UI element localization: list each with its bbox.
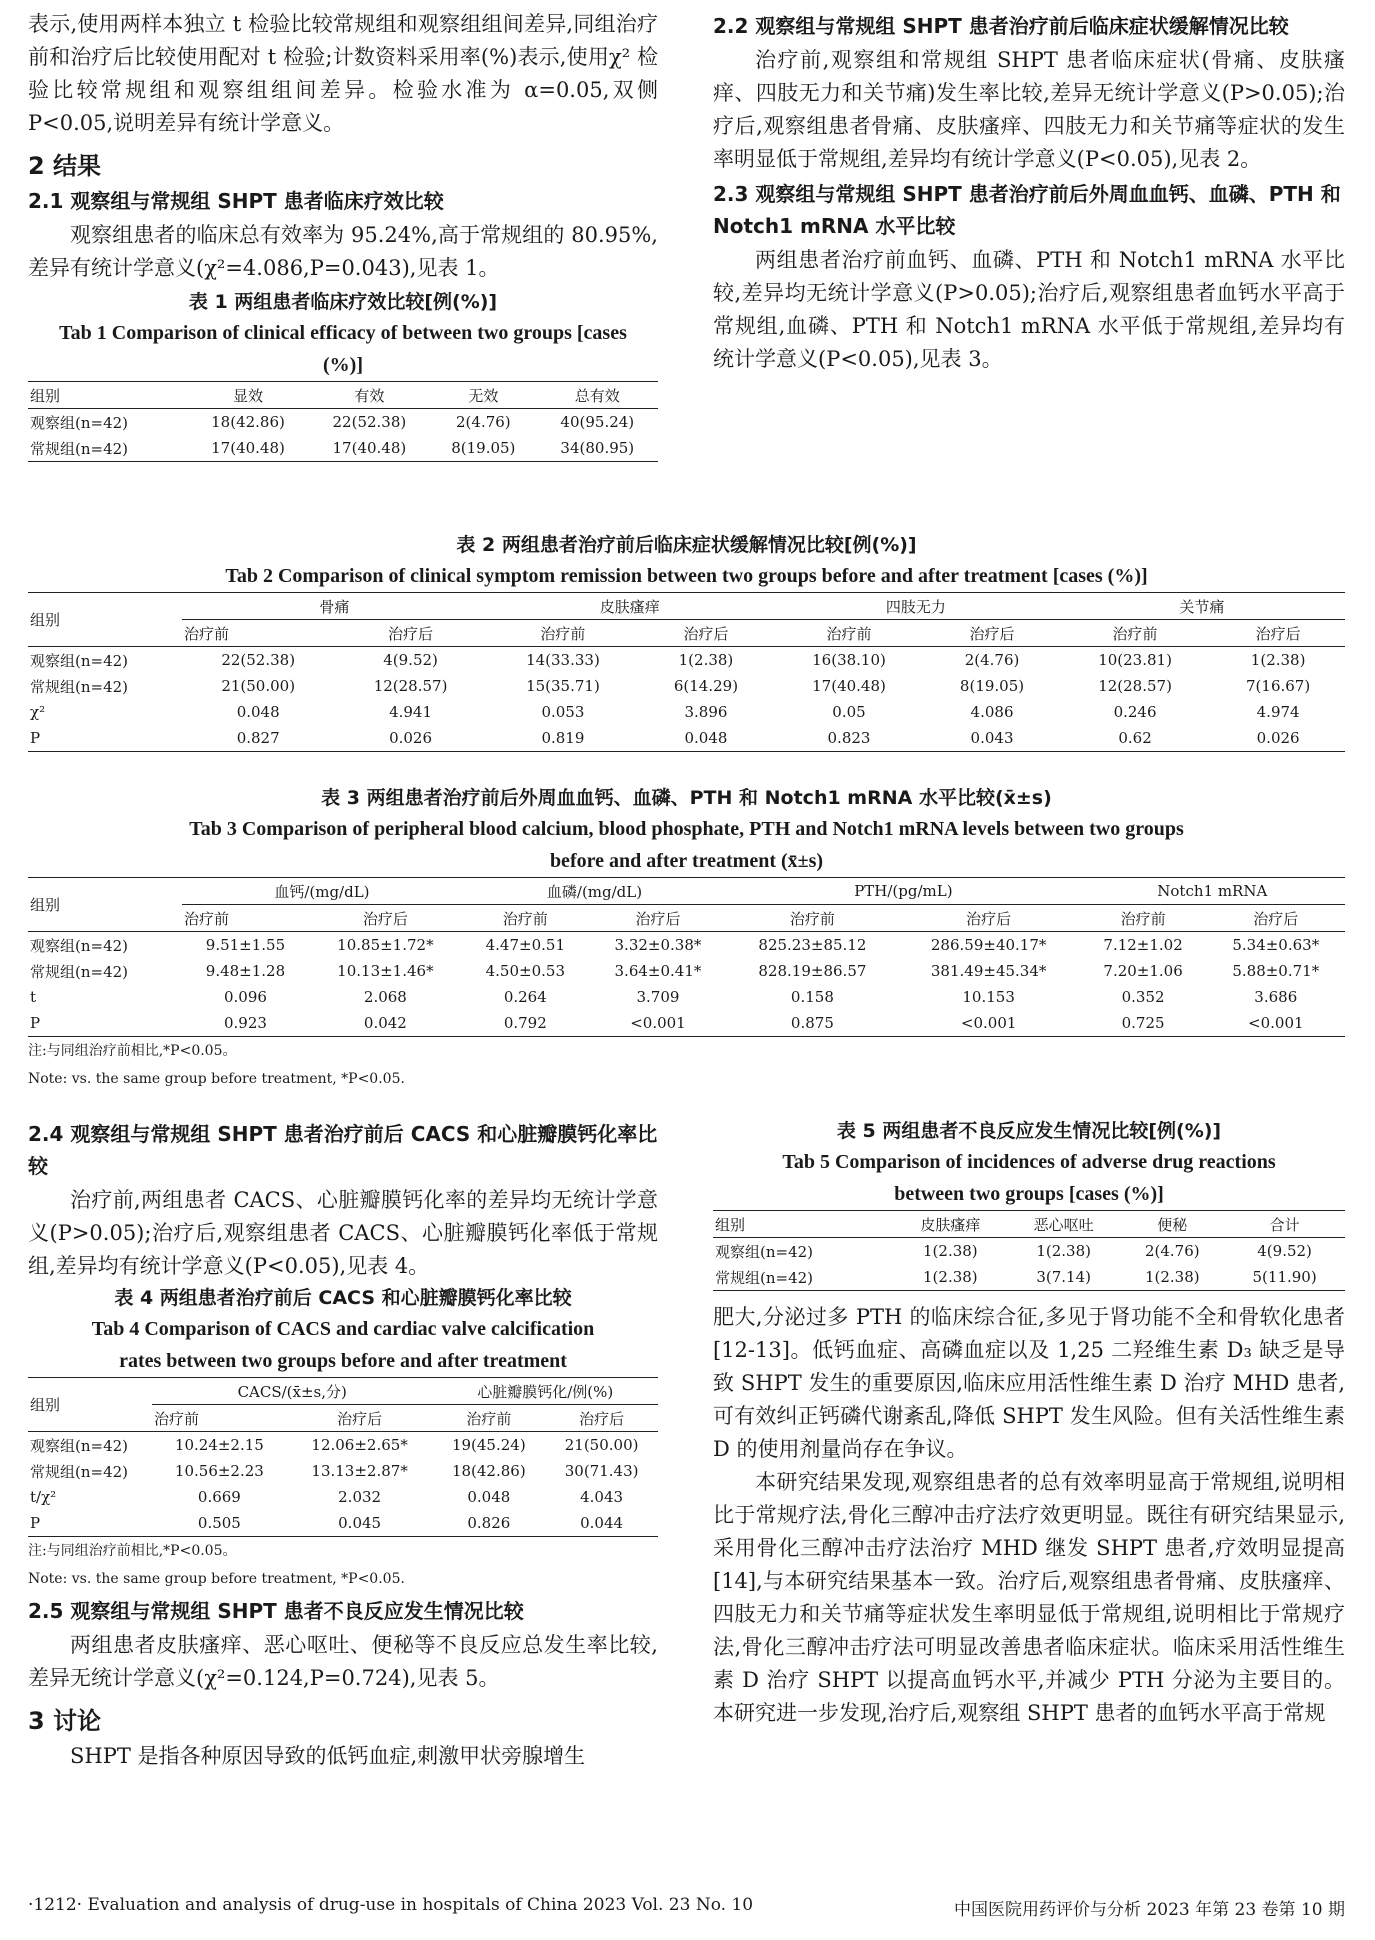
footer-right: 中国医院用药评价与分析 2023 年第 23 卷第 10 期 (954, 1900, 1345, 1920)
table-cell: 常规组(n=42) (30, 439, 129, 458)
subsection-2-5: 2.5 观察组与常规组 SHPT 患者不良反应发生情况比较 (28, 1599, 524, 1623)
table-1-caption-en: Tab 1 Comparison of clinical efficacy of between two groups [cases (%)] (59, 322, 627, 376)
paragraph-2-2: 治疗前,观察组和常规组 SHPT 患者临床症状(骨痛、皮肤瘙痒、四肢无力和关节痛)发生率比较,差异无统计学意义(P>0.05);治疗后,观察组患者骨痛、皮肤瘙痒、四肢无力和关节痛等症状的发生率明显低于常规组,差异均有统计学意义(P<0.05),见表 2。 (713, 48, 1345, 171)
table-cell: 16(38.10) (812, 651, 886, 669)
table-cell: 10.85±1.72* (337, 936, 434, 954)
table-cell: 0.048 (236, 703, 280, 721)
right-column-top (713, 8, 1345, 376)
table-subheader: 治疗后 (309, 905, 462, 932)
table-cell: P (30, 1514, 41, 1532)
table-2-caption-en: Tab 2 Comparison of clinical symptom remission between two groups before and after treatment [cases (%)] (225, 565, 1148, 587)
table-cell: 7.20±1.06 (1103, 962, 1183, 980)
table-header: 便秘 (1120, 1211, 1224, 1238)
table-cell: 4(9.52) (1257, 1242, 1312, 1260)
table-3-caption-en-2: before and after treatment (x̄±s) (549, 850, 824, 872)
table-row (28, 1432, 658, 1459)
table-header: 组别 (28, 1378, 152, 1432)
table-cell: <0.001 (1248, 1014, 1304, 1032)
table-subheader: 治疗前 (182, 620, 334, 647)
table-cell: 0.264 (503, 988, 547, 1006)
table-cell: 0.048 (467, 1488, 511, 1506)
paragraph-2-4: 治疗前,两组患者 CACS、心脏瓣膜钙化率的差异均无统计学意义(P>0.05);治疗后,观察组患者 CACS、心脏瓣膜钙化率低于常规组,差异均有统计学意义(P<0.05),见表 4。 (28, 1188, 658, 1278)
table-cell: 8(19.05) (451, 439, 516, 457)
subsection-2-4: 2.4 观察组与常规组 SHPT 患者治疗前后 CACS 和心脏瓣膜钙化率比较 (28, 1122, 658, 1178)
table-cell: 4.47±0.51 (485, 936, 565, 954)
table-cell: 1(2.38) (923, 1242, 978, 1260)
table-cell: 828.19±86.57 (758, 962, 867, 980)
table-3-caption-cn: 表 3 两组患者治疗前后外周血血钙、血磷、PTH 和 Notch1 mRNA 水平比较(x̄±s) (321, 787, 1052, 809)
table-cell: 7.12±1.02 (1103, 936, 1183, 954)
table-cell: 21(50.00) (221, 677, 296, 695)
table-cell: 4(9.52) (383, 651, 438, 669)
table-row (713, 1238, 1345, 1265)
discussion-paragraph-start: SHPT 是指各种原因导致的低钙血症,刺激甲状旁腺增生 (70, 1744, 586, 1768)
table-cell: 13.13±2.87* (311, 1462, 408, 1480)
table-subheader: 治疗前 (432, 1405, 545, 1432)
table-cell: 3.64±0.41* (614, 962, 702, 980)
table-cell: 0.725 (1121, 1014, 1165, 1032)
table-4 (28, 1283, 658, 1593)
table-4-caption-en-2: rates between two groups before and after treatment (119, 1350, 567, 1372)
table-cell: 40(95.24) (560, 413, 635, 431)
table-cell: 4.941 (389, 703, 433, 721)
table-header: 皮肤瘙痒 (487, 593, 773, 620)
table-row (28, 1510, 658, 1537)
table-cell: 0.669 (197, 1488, 241, 1506)
table-2 (28, 530, 1345, 752)
table-header: 关节痛 (1059, 593, 1345, 620)
table-subheader: 治疗后 (1207, 905, 1345, 932)
table-4-note-en: Note: vs. the same group before treatment, *P<0.05. (28, 1571, 405, 1587)
table-cell: 0.923 (223, 1014, 267, 1032)
table-cell: 8(19.05) (959, 677, 1025, 695)
table-cell: 4.50±0.53 (485, 962, 565, 980)
table-header: 无效 (430, 382, 537, 409)
table-1 (28, 287, 658, 462)
table-cell: 1(2.38) (1144, 1268, 1200, 1286)
table-cell: t (30, 988, 37, 1006)
table-cell: 0.053 (541, 703, 585, 721)
table-header: 合计 (1224, 1211, 1345, 1238)
table-3-caption-en-1: Tab 3 Comparison of peripheral blood calcium, blood phosphate, PTH and Notch1 mRNA levels between two groups (189, 818, 1184, 840)
table-cell: 18(42.86) (211, 413, 285, 431)
table-cell: 观察组(n=42) (715, 1242, 814, 1261)
table-cell: 34(80.95) (560, 439, 635, 457)
table-cell: 0.042 (363, 1014, 407, 1032)
table-cell: 0.045 (338, 1514, 382, 1532)
table-header: 心脏瓣膜钙化/例(%) (432, 1378, 658, 1405)
table-header: 四肢无力 (773, 593, 1059, 620)
table-cell: 21(50.00) (564, 1436, 639, 1454)
table-4-caption-en-1: Tab 4 Comparison of CACS and cardiac valve calcification (91, 1318, 595, 1340)
table-cell: χ² (30, 703, 46, 721)
paragraph-2-3: 两组患者治疗前血钙、血磷、PTH 和 Notch1 mRNA 水平比较,差异均无统计学意义(P>0.05);治疗后,观察组患者血钙水平高于常规组,血磷、PTH 和 Notch1 mRNA 水平低于常规组,差异均有统计学意义(P<0.05),见表 3。 (713, 248, 1345, 371)
table-1-caption-cn: 表 1 两组患者临床疗效比较[例(%)] (188, 291, 498, 313)
table-3-grid (28, 877, 1345, 1037)
table-header: PTH/(pg/mL) (727, 878, 1079, 905)
table-subheader: 治疗前 (1059, 620, 1211, 647)
table-subheader: 治疗后 (589, 905, 727, 932)
table-row (28, 1484, 658, 1510)
table-cell: 825.23±85.12 (758, 936, 867, 954)
table-row (28, 409, 658, 436)
table-cell: 0.026 (389, 729, 433, 747)
table-header: 血磷/(mg/dL) (462, 878, 727, 905)
table-cell: 3.686 (1254, 988, 1298, 1006)
table-cell: 17(40.48) (211, 439, 285, 457)
table-header: 血钙/(mg/dL) (182, 878, 462, 905)
section-heading-discussion: 3 讨论 (28, 1707, 102, 1735)
table-header: 组别 (28, 878, 182, 932)
table-cell: 0.792 (503, 1014, 547, 1032)
table-row (28, 958, 1345, 984)
table-cell: 0.096 (223, 988, 267, 1006)
table-cell: 4.086 (970, 703, 1014, 721)
table-row (28, 984, 1345, 1010)
table-cell: 5(11.90) (1252, 1268, 1317, 1286)
table-row (28, 699, 1345, 725)
table-cell: 12(28.57) (373, 677, 448, 695)
table-cell: 15(35.71) (526, 677, 600, 695)
table-cell: 常规组(n=42) (715, 1268, 814, 1287)
table-cell: 18(42.86) (451, 1462, 526, 1480)
table-cell: 3.32±0.38* (614, 936, 702, 954)
table-header: 恶心呕吐 (1007, 1211, 1120, 1238)
table-cell: 2(4.76) (456, 413, 511, 431)
table-cell: 2(4.76) (1144, 1242, 1200, 1260)
left-column-bottom (28, 1116, 658, 1773)
table-subheader: 治疗后 (545, 1405, 658, 1432)
table-1-grid (28, 381, 658, 462)
table-cell: 0.026 (1256, 729, 1300, 747)
table-row (28, 435, 658, 462)
table-cell: 1(2.38) (678, 651, 734, 669)
table-4-grid (28, 1377, 658, 1537)
table-subheader: 治疗前 (487, 620, 639, 647)
table-cell: 5.88±0.71* (1232, 962, 1320, 980)
table-cell: P (30, 729, 41, 747)
table-5 (713, 1116, 1345, 1291)
table-cell: <0.001 (960, 1014, 1017, 1032)
table-cell: 17(40.48) (812, 677, 886, 695)
table-cell: 3.709 (636, 988, 680, 1006)
table-3-note-cn: 注:与同组治疗前相比,*P<0.05。 (28, 1043, 237, 1059)
table-4-caption-cn: 表 4 两组患者治疗前后 CACS 和心脏瓣膜钙化率比较 (114, 1287, 572, 1309)
table-cell: 0.05 (832, 703, 866, 721)
table-subheader: 治疗前 (462, 905, 589, 932)
table-4-note-cn: 注:与同组治疗前相比,*P<0.05。 (28, 1543, 237, 1559)
table-cell: 10.13±1.46* (337, 962, 434, 980)
table-cell: 1(2.38) (923, 1268, 978, 1286)
table-header: 皮肤瘙痒 (894, 1211, 1007, 1238)
table-cell: 9.48±1.28 (205, 962, 286, 980)
table-cell: 30(71.43) (564, 1462, 639, 1480)
left-column-top (28, 8, 658, 462)
table-5-caption-en-1: Tab 5 Comparison of incidences of adverse drug reactions (782, 1151, 1276, 1173)
table-subheader: 治疗前 (727, 905, 898, 932)
table-cell: 22(52.38) (221, 651, 296, 669)
table-cell: 0.875 (790, 1014, 834, 1032)
table-cell: 10.24±2.15 (174, 1436, 264, 1454)
table-cell: 2.032 (338, 1488, 382, 1506)
table-cell: 4.043 (580, 1488, 624, 1506)
table-header: Notch1 mRNA (1080, 878, 1345, 905)
table-cell: 观察组(n=42) (30, 1436, 129, 1455)
table-cell: 4.974 (1256, 703, 1300, 721)
paragraph-2-1: 观察组患者的临床总有效率为 95.24%,高于常规组的 80.95%,差异有统计学意义(χ²=4.086,P=0.043),见表 1。 (28, 223, 658, 280)
table-cell: 0.826 (467, 1514, 511, 1532)
right-column-bottom (713, 1116, 1345, 1730)
table-cell: 常规组(n=42) (30, 1462, 129, 1481)
table-5-grid (713, 1210, 1345, 1291)
table-header: 骨痛 (182, 593, 487, 620)
table-2-caption-cn: 表 2 两组患者治疗前后临床症状缓解情况比较[例(%)] (456, 534, 917, 556)
table-header: 组别 (28, 593, 182, 647)
section-heading-results: 2 结果 (28, 152, 102, 180)
table-cell: 12.06±2.65* (311, 1436, 408, 1454)
table-row (28, 1458, 658, 1484)
table-row (713, 1264, 1345, 1291)
table-cell: 286.59±40.17* (930, 936, 1047, 954)
table-cell: 0.505 (197, 1514, 241, 1532)
table-cell: 观察组(n=42) (30, 413, 129, 432)
table-cell: 0.823 (827, 729, 871, 747)
table-cell: <0.001 (630, 1014, 686, 1032)
table-cell: 0.62 (1118, 729, 1152, 747)
table-header: 有效 (309, 382, 430, 409)
table-row (28, 673, 1345, 699)
table-cell: 3.896 (684, 703, 728, 721)
table-subheader: 治疗后 (1211, 620, 1345, 647)
table-cell: t/χ² (30, 1488, 57, 1506)
stats-paragraph: 表示,使用两样本独立 t 检验比较常规组和观察组组间差异,同组治疗前和治疗后比较使用配对 t 检验;计数资料采用率(%)表示,使用χ² 检验比较常规组和观察组组间差异。检验水准为 α=0.05,双侧 P<0.05,说明差异有统计学意义。 (28, 12, 658, 135)
table-subheader: 治疗前 (182, 905, 309, 932)
table-cell: 19(45.24) (451, 1436, 526, 1454)
table-cell: 10.56±2.23 (174, 1462, 264, 1480)
subsection-2-3: 2.3 观察组与常规组 SHPT 患者治疗前后外周血血钙、血磷、PTH 和 Notch1 mRNA 水平比较 (713, 182, 1341, 238)
table-header: 显效 (187, 382, 308, 409)
table-cell: 14(33.33) (526, 651, 600, 669)
table-row (28, 1010, 1345, 1037)
table-row (28, 725, 1345, 752)
table-subheader: 治疗前 (1080, 905, 1207, 932)
table-cell: 0.819 (541, 729, 585, 747)
table-cell: 1(2.38) (1036, 1242, 1091, 1260)
table-cell: 2(4.76) (964, 651, 1020, 669)
table-subheader: 治疗后 (898, 905, 1080, 932)
table-cell: 观察组(n=42) (30, 936, 129, 955)
table-header: 总有效 (537, 382, 658, 409)
table-cell: 0.048 (684, 729, 728, 747)
table-cell: 22(52.38) (332, 413, 407, 431)
paragraph-2-5: 两组患者皮肤瘙痒、恶心呕吐、便秘等不良反应总发生率比较,差异无统计学意义(χ²=0.124,P=0.724),见表 5。 (28, 1633, 658, 1690)
table-subheader: 治疗前 (152, 1405, 287, 1432)
table-cell: 3(7.14) (1036, 1268, 1091, 1286)
table-cell: 0.043 (970, 729, 1014, 747)
table-cell: 1(2.38) (1250, 651, 1306, 669)
table-cell: 7(16.67) (1246, 677, 1311, 695)
table-cell: 381.49±45.34* (930, 962, 1047, 980)
table-cell: P (30, 1014, 41, 1032)
table-row (28, 932, 1345, 959)
table-cell: 17(40.48) (332, 439, 407, 457)
table-cell: 0.158 (790, 988, 834, 1006)
table-cell: 0.246 (1113, 703, 1157, 721)
table-cell: 0.827 (236, 729, 280, 747)
table-subheader: 治疗后 (287, 1405, 433, 1432)
table-cell: 2.068 (363, 988, 407, 1006)
table-2-grid (28, 592, 1345, 752)
discussion-paragraph-2: 本研究结果发现,观察组患者的总有效率明显高于常规组,说明相比于常规疗法,骨化三醇冲击疗法疗效更明显。既往有研究结果显示,采用骨化三醇冲击疗法治疗 MHD 继发 SHPT 患者,疗效明显提高[14],与本研究结果基本一致。治疗后,观察组患者骨痛、皮肤瘙痒、四肢无力和关节痛等症状发生率明显低于常规组,说明相比于常规疗法,骨化三醇冲击疗法可明显改善患者临床症状。临床采用活性维生素 D 治疗 SHPT 以提高血钙水平,并减少 PTH 分泌为主要目的。本研究进一步发现,治疗后,观察组 SHPT 患者的血钙水平高于常规 (713, 1470, 1345, 1725)
table-cell: 10.153 (962, 988, 1015, 1006)
table-5-caption-en-2: between two groups [cases (%)] (894, 1183, 1164, 1205)
table-subheader: 治疗后 (639, 620, 773, 647)
table-cell: 12(28.57) (1098, 677, 1172, 695)
table-subheader: 治疗后 (925, 620, 1059, 647)
table-row (28, 647, 1345, 674)
table-5-caption-cn: 表 5 两组患者不良反应发生情况比较[例(%)] (836, 1120, 1222, 1142)
footer-left: ·1212· Evaluation and analysis of drug-use in hospitals of China 2023 Vol. 23 No. 10 (28, 1895, 754, 1915)
table-cell: 常规组(n=42) (30, 677, 129, 696)
table-header: 组别 (28, 382, 187, 409)
table-cell: 6(14.29) (673, 677, 739, 695)
table-cell: 0.352 (1121, 988, 1165, 1006)
table-cell: 5.34±0.63* (1232, 936, 1320, 954)
table-cell: 观察组(n=42) (30, 651, 129, 670)
table-subheader: 治疗前 (773, 620, 925, 647)
table-header: 组别 (713, 1211, 894, 1238)
table-subheader: 治疗后 (334, 620, 486, 647)
table-cell: 9.51±1.55 (205, 936, 286, 954)
table-header: CACS/(x̄±s,分) (152, 1378, 432, 1405)
table-cell: 10(23.81) (1098, 651, 1172, 669)
subsection-2-2: 2.2 观察组与常规组 SHPT 患者治疗前后临床症状缓解情况比较 (713, 14, 1289, 38)
table-3 (28, 783, 1345, 1093)
table-3-note-en: Note: vs. the same group before treatment, *P<0.05. (28, 1071, 405, 1087)
table-cell: 0.044 (580, 1514, 624, 1532)
subsection-2-1: 2.1 观察组与常规组 SHPT 患者临床疗效比较 (28, 189, 444, 213)
discussion-paragraph-continued: 肥大,分泌过多 PTH 的临床综合征,多见于肾功能不全和骨软化患者[12-13]。低钙血症、高磷血症以及 1,25 二羟维生素 D₃ 缺乏是导致 SHPT 发生的重要原因,临床应用活性维生素 D 治疗 MHD 患者,可有效纠正钙磷代谢紊乱,降低 SHPT 发生风险。但有关活性维生素 D 的使用剂量尚存在争议。 (713, 1305, 1345, 1461)
table-cell: 常规组(n=42) (30, 962, 129, 981)
